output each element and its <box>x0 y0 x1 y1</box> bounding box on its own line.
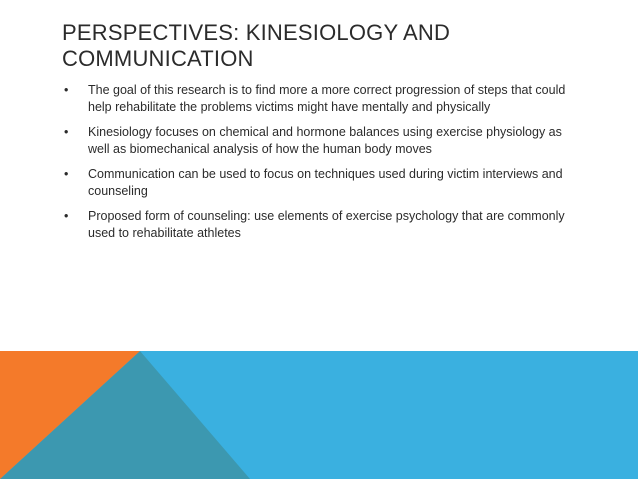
bullet-marker: • <box>64 125 69 139</box>
bullet-item <box>62 124 582 158</box>
bullet-marker: • <box>64 167 69 181</box>
bullet-text: Proposed form of counseling: use elements of exercise psychology that are commonly used to rehabilitate athletes <box>88 209 565 240</box>
bullet-item <box>62 208 582 242</box>
decorative-footer-band <box>0 351 638 479</box>
bullet-text: Communication can be used to focus on techniques used during victim interviews and counseling <box>88 167 563 198</box>
slide-title-line-1: PERSPECTIVES: KINESIOLOGY AND <box>62 20 451 45</box>
bullet-text: The goal of this research is to find more a more correct progression of steps that could help rehabilitate the problems victims might have mentally and physically <box>88 83 566 114</box>
slide-title-line-2: COMMUNICATION <box>62 46 254 71</box>
slide-title <box>62 20 582 72</box>
bullet-list <box>62 82 582 250</box>
bullet-item <box>62 166 582 200</box>
bullet-marker: • <box>64 209 69 223</box>
bullet-item <box>62 82 582 116</box>
bullet-marker: • <box>64 83 69 97</box>
bullet-text: Kinesiology focuses on chemical and hormone balances using exercise physiology as well as biomechanical analysis of how the human body moves <box>88 125 562 156</box>
